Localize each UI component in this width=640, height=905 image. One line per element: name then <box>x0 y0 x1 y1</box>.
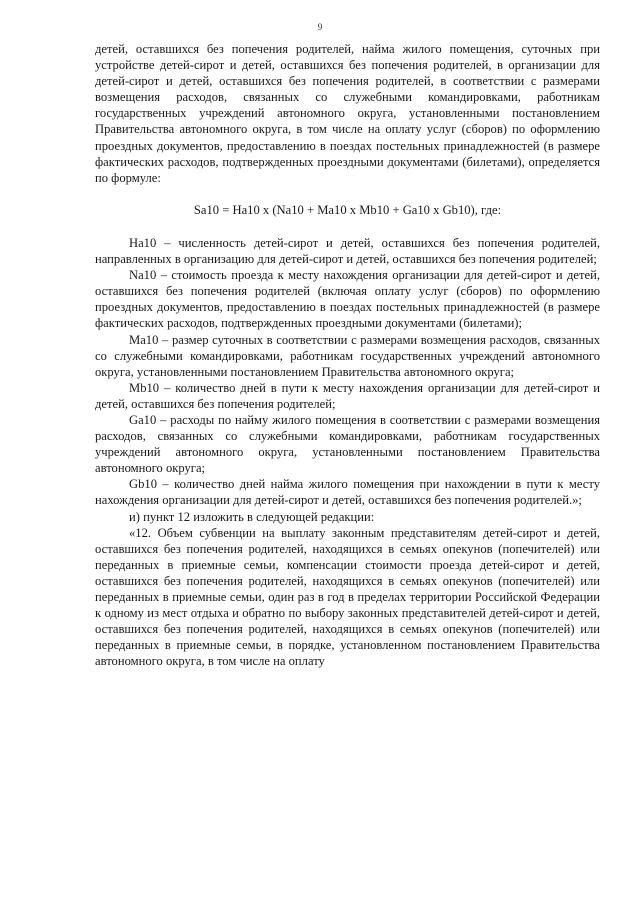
paragraph-ma10: Ma10 – размер суточных в соответствии с размерами возмещения расходов, связанных со служебными командировками, работникам государственных учреждений автономного округа, установленными постановлением Правительства автономного округа; <box>95 332 600 379</box>
paragraph-intro: детей, оставшихся без попечения родителей, найма жилого помещения, суточных при устройстве детей-сирот и детей, оставшихся без попечения родителей, в организации для детей-сирот и детей, оставшихся без попечения родителей, в соответствии с размерами возмещения расходов, связанных со служебными командировками, работникам государственных учреждений автономного округа, установленными постановлением Правительства автономного округа, в том числе на оплату услуг (сборов) по оформлению проездных документов, предоставлению в поездах постельных принадлежностей (в размере фактических расходов, подтвержденных проездными документами (билетами), определяется по формуле: <box>95 42 600 185</box>
paragraph-gb10: Gb10 – количество дней найма жилого помещения при нахождении в пути к месту нахождения организации для детей-сирот и детей, оставшихся без попечения родителей.»; <box>95 477 600 508</box>
page-number: 9 <box>317 22 323 32</box>
document-body <box>95 41 600 669</box>
paragraph-ha10: Ha10 – численность детей-сирот и детей, оставшихся без попечения родителей, направленных в организацию для детей-сирот и детей, оставшихся без попечения родителей; <box>95 235 600 267</box>
paragraph-item-i: и) пункт 12 изложить в следующей редакции: <box>129 509 375 524</box>
paragraph-na10: Na10 – стоимость проезда к месту нахождения организации для детей-сирот и детей, оставшихся без попечения родителей (включая оплату услуг (сборов) по оформлению проездных документов, предоставлению в поездах постельных принадлежностей (в размере фактических расходов, подтвержденных проездными документами (билетами); <box>95 268 600 331</box>
paragraph-ga10: Ga10 – расходы по найму жилого помещения в соответствии с размерами возмещения расходов, связанных со служебными командировками, работникам государственных учреждений автономного округа, установленными постановлением Правительства автономного округа; <box>95 412 600 476</box>
formula: Sa10 = Ha10 x (Na10 + Ma10 x Mb10 + Ga10 x Gb10), где: <box>193 202 502 217</box>
paragraph-mb10: Mb10 – количество дней в пути к месту нахождения организации для детей-сирот и детей, оставшихся без попечения родителей; <box>95 380 600 411</box>
paragraph-point-12: «12. Объем субвенции на выплату законным представителям детей-сирот и детей, оставшихся без попечения родителей, находящихся в семьях опекунов (попечителей) или переданных в приемные семьи, компенсации стоимости проезда детей-сирот и детей, оставшихся без попечения родителей, находящихся в семьях опекунов (попечителей) или переданных в приемные семьи, один раз в год в пределах территории Российской Федерации к одному из мест отдыха и обратно по выбору законных представителей детей-сирот и детей, оставшихся без попечения родителей, находящихся в семьях опекунов (попечителей) или переданных в приемные семьи, в порядке, установленном постановлением Правительства автономного округа, в том числе на оплату <box>95 525 600 669</box>
